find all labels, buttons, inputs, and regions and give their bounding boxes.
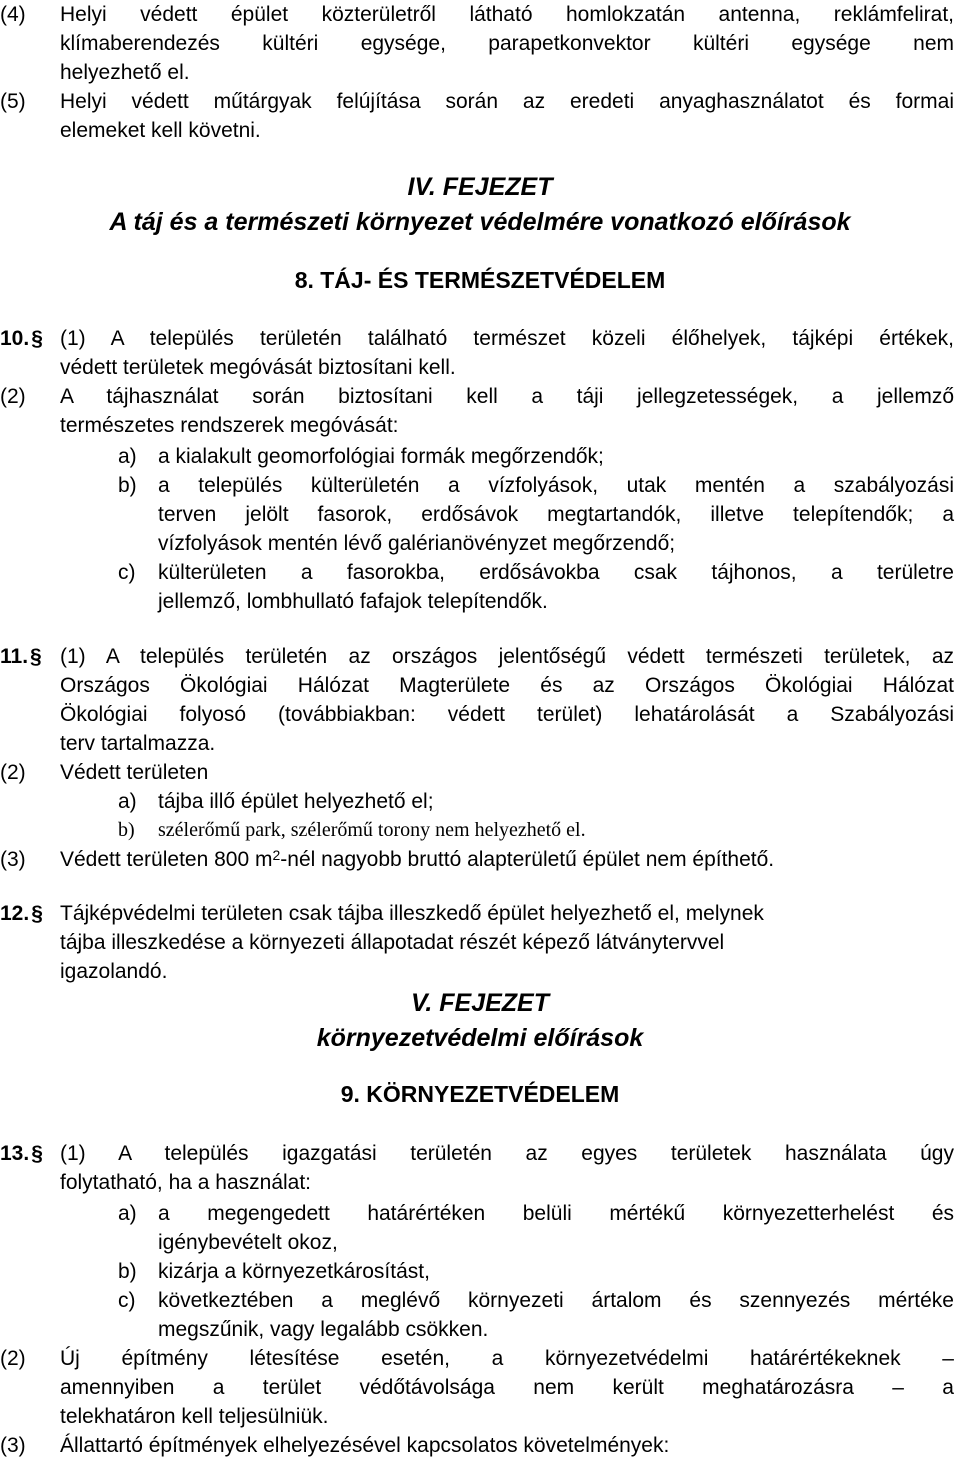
list-text: szélerőmű park, szélerőmű torony nem helyezhető el. bbox=[158, 819, 586, 841]
list-label: c) bbox=[118, 561, 136, 584]
paragraph-text: -nél nagyobb bruttó alapterületű épület nem építhető. bbox=[280, 848, 775, 871]
list-label: b) bbox=[118, 1260, 137, 1283]
paragraph-text: védett területek megóvását biztosítani kell. bbox=[60, 356, 456, 379]
section-number: 10. bbox=[0, 327, 30, 350]
section-title: 8. TÁJ- ÉS TERMÉSZETVÉDELEM bbox=[294, 267, 666, 293]
paragraph-text: Országos Ökológiai Hálózat Magterülete és az Országos Ökológiai Hálózat bbox=[60, 674, 954, 697]
paragraph-number: (3) bbox=[0, 1434, 26, 1457]
paragraph-text: telekhatáron kell teljesülniük. bbox=[60, 1405, 329, 1428]
list-text: igénybevételt okoz, bbox=[158, 1231, 338, 1254]
chapter-title: IV. FEJEZET bbox=[407, 173, 553, 201]
list-text: a kialakult geomorfológiai formák megőrzendők; bbox=[158, 445, 604, 468]
paragraph-text: klímaberendezés kültéri egysége, parapetkonvektor kültéri egysége nem bbox=[60, 32, 954, 55]
paragraph-number: (2) bbox=[0, 385, 26, 408]
paragraph-number: (3) bbox=[0, 848, 26, 871]
paragraph-text: igazolandó. bbox=[60, 960, 168, 983]
section-number: 11. bbox=[0, 645, 29, 668]
list-text: jellemző, lombhullató fafajok telepítendők. bbox=[158, 590, 548, 613]
list-text: tájba illő épület helyezhető el; bbox=[158, 790, 434, 813]
paragraph-text: amennyiben a terület védőtávolsága nem került meghatározásra – a bbox=[60, 1376, 954, 1399]
paragraph-number: (2) bbox=[0, 761, 26, 784]
paragraph-text: A tájhasználat során biztosítani kell a táji jellegzetességek, a jellemző bbox=[60, 385, 954, 408]
paragraph-text: (1) A település igazgatási területén az egyes területek használata úgy bbox=[60, 1142, 954, 1165]
paragraph-text: tájba illeszkedése a környezeti állapotadat részét képező látványtervvel bbox=[60, 931, 725, 954]
paragraph-text: Ökológiai folyosó (továbbiakban: védett terület) lehatárolását a Szabályozási bbox=[60, 703, 954, 726]
section-number: 12. bbox=[0, 902, 30, 925]
paragraph-text: helyezhető el. bbox=[60, 61, 190, 84]
paragraph-text: Tájképvédelmi területen csak tájba illeszkedő épület helyezhető el, melynek bbox=[60, 902, 764, 925]
list-label: a) bbox=[118, 1202, 137, 1225]
chapter-title: V. FEJEZET bbox=[410, 989, 549, 1017]
list-label: a) bbox=[118, 790, 137, 813]
paragraph-text: (1) A település területén az országos jelentőségű védett természeti területek, az bbox=[60, 645, 954, 668]
list-text: következtében a meglévő környezeti ártalom és szennyezés mértéke bbox=[158, 1289, 954, 1312]
section-sign: § bbox=[31, 1142, 43, 1165]
paragraph-text: folytatható, ha a használat: bbox=[60, 1171, 312, 1194]
paragraph-text: terv tartalmazza. bbox=[60, 732, 216, 755]
paragraph-text: Helyi védett műtárgyak felújítása során az eredeti anyaghasználatot és formai bbox=[60, 90, 954, 113]
list-label: b) bbox=[118, 819, 135, 841]
paragraph-number: (5) bbox=[0, 90, 26, 113]
list-text: megszűnik, vagy legalább csökken. bbox=[158, 1318, 489, 1341]
list-text: a megengedett határértéken belüli mértékű környezetterhelést és bbox=[158, 1202, 954, 1225]
list-label: b) bbox=[118, 474, 137, 497]
paragraph-text: Helyi védett épület közterületről látható homlokzatán antenna, reklámfelirat, bbox=[60, 3, 954, 26]
list-text: külterületen a fasorokba, erdősávokba csak tájhonos, a területre bbox=[158, 561, 954, 584]
list-text: a település külterületén a vízfolyások, utak mentén a szabályozási bbox=[158, 474, 954, 497]
section-sign: § bbox=[30, 645, 42, 668]
section-title: 9. KÖRNYEZETVÉDELEM bbox=[340, 1081, 620, 1107]
section-sign: § bbox=[31, 902, 43, 925]
chapter-subtitle: környezetvédelmi előírások bbox=[316, 1024, 644, 1052]
paragraph-number: (4) bbox=[0, 3, 26, 26]
superscript: 2 bbox=[272, 847, 281, 863]
paragraph-text: (1) A település területén található természet közeli élőhelyek, tájképi értékek, bbox=[60, 327, 954, 350]
list-label: a) bbox=[118, 445, 137, 468]
section-sign: § bbox=[31, 327, 43, 350]
chapter-subtitle: A táj és a természeti környezet védelmére vonatkozó előírások bbox=[109, 208, 851, 236]
list-text: kizárja a környezetkárosítást, bbox=[158, 1260, 430, 1283]
paragraph-text: természetes rendszerek megóvását: bbox=[60, 414, 399, 437]
section-number: 13. bbox=[0, 1142, 30, 1165]
paragraph-number: (2) bbox=[0, 1347, 26, 1370]
list-text: terven jelölt fasorok, erdősávok megtartandók, illetve telepítendők; a bbox=[158, 503, 954, 526]
paragraph-text: Új építmény létesítése esetén, a környezetvédelmi határértékeknek – bbox=[60, 1347, 954, 1370]
list-text: vízfolyások mentén lévő galérianövényzet megőrzendő; bbox=[158, 532, 676, 555]
paragraph-text: Védett területen bbox=[60, 761, 209, 784]
list-label: c) bbox=[118, 1289, 136, 1312]
paragraph-text: Védett területen 800 m bbox=[60, 848, 273, 871]
paragraph-text: elemeket kell követni. bbox=[60, 119, 261, 142]
paragraph-text: Állattartó építmények elhelyezésével kapcsolatos követelmények: bbox=[60, 1434, 670, 1457]
